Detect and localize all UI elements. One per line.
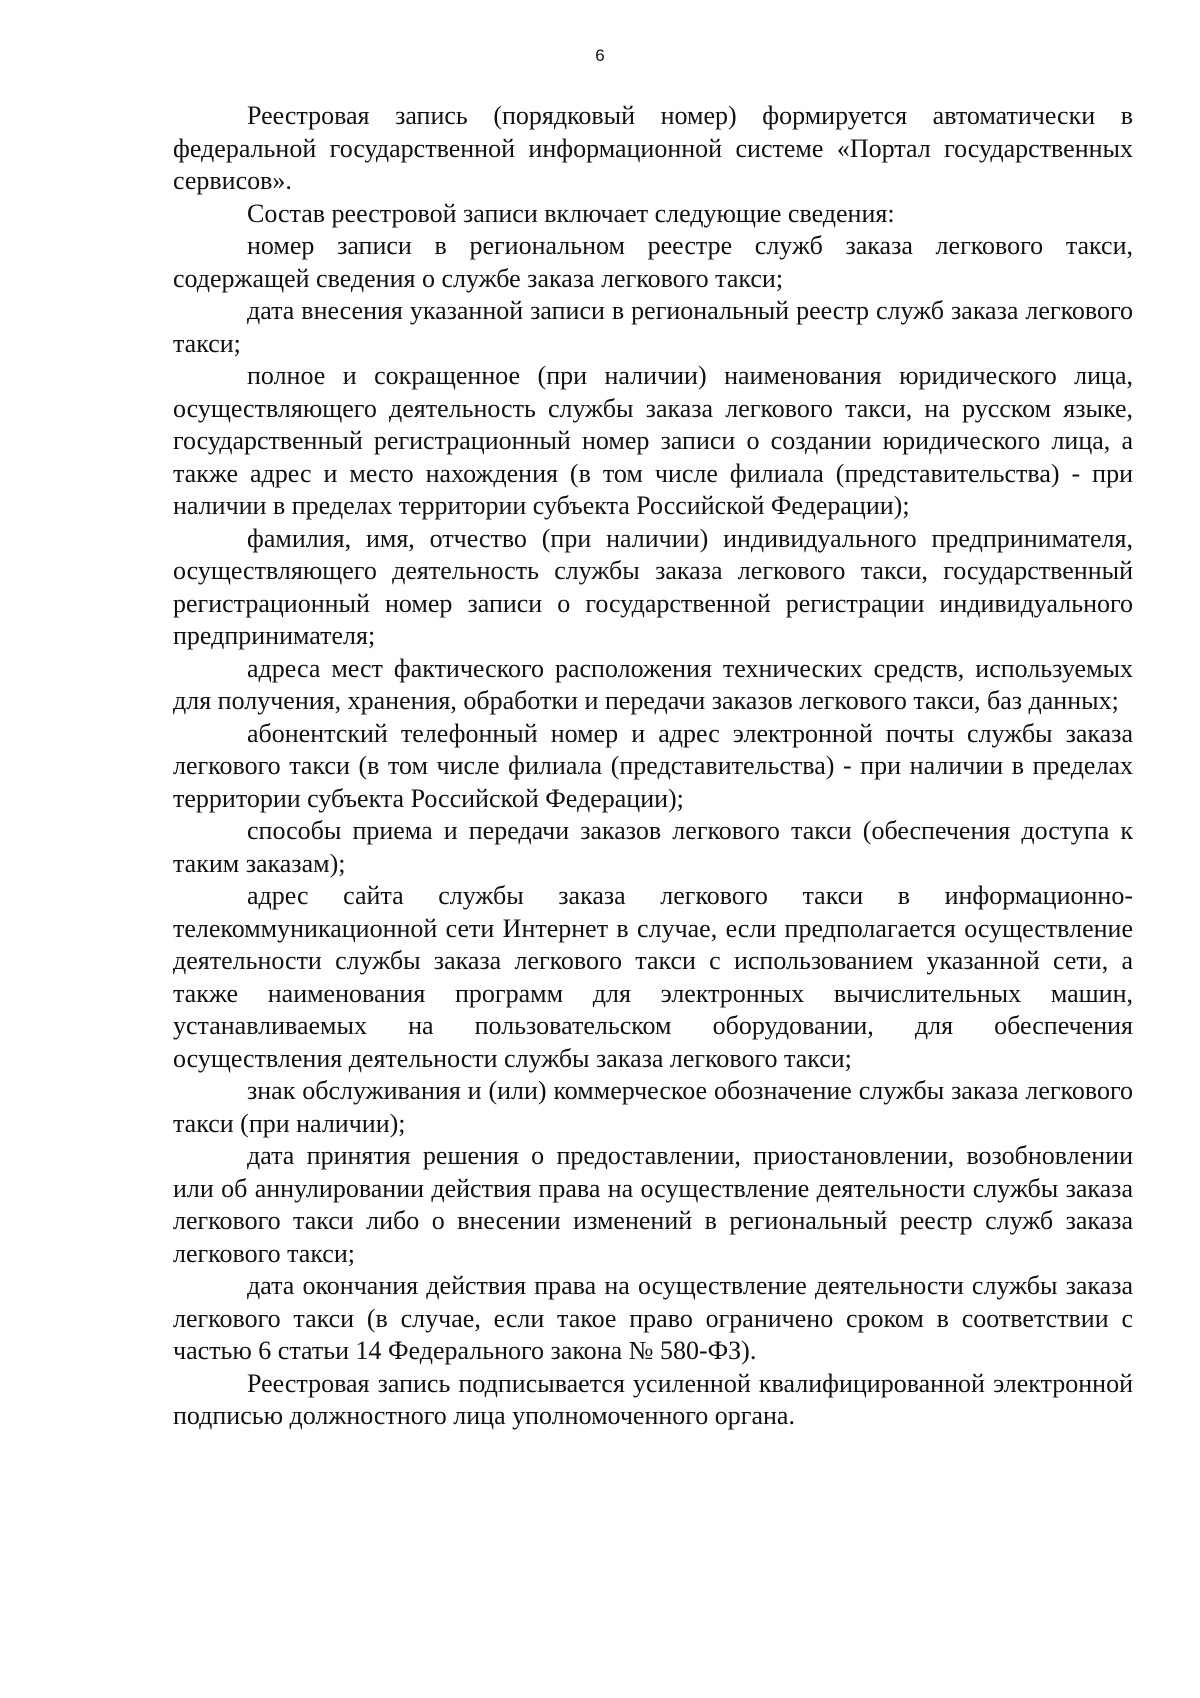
paragraph-legal-entity-name: полное и сокращенное (при наличии) наименования юридического лица, осуществляющего деятельность службы заказа легкового такси, на русском языке, государственный регистрационный номер записи о создании юридического лица, а также адрес и место нахождения (в том числе филиала (представительства) - при наличии в пределах территории субъекта Российской Федерации);	[173, 361, 1133, 520]
paragraph-record-composition: Состав реестровой записи включает следующие сведения:	[247, 198, 895, 228]
paragraph-record-date: дата внесения указанной записи в региональный реестр служб заказа легкового такси;	[173, 296, 1133, 358]
paragraph-right-expiry-date: дата окончания действия права на осуществление деятельности службы заказа легкового такси (в случае, если такое право ограничено сроком в соответствии с частью 6 статьи 14 Федерального закона № 580-ФЗ).	[173, 1271, 1133, 1365]
document-body	[173, 100, 1133, 1433]
paragraph-record-number: номер записи в региональном реестре служб заказа легкового такси, содержащей сведения о службе заказа легкового такси;	[173, 231, 1133, 293]
page-number: 6	[595, 46, 605, 65]
paragraph-website-address: адрес сайта службы заказа легкового такси в информационно-телекоммуникационной сети Интернет в случае, если предполагается осуществление деятельности службы заказа легкового такси с использованием указанной сети, а также наименования программ для электронных вычислительных машин, устанавливаемых на пользовательском оборудовании, для обеспечения осуществления деятельности службы заказа легкового такси;	[173, 881, 1133, 1073]
paragraph-record-signature: Реестровая запись подписывается усиленной квалифицированной электронной подписью должностного лица уполномоченного органа.	[173, 1368, 1133, 1430]
paragraph-service-mark: знак обслуживания и (или) коммерческое обозначение службы заказа легкового такси (при наличии);	[173, 1076, 1133, 1138]
paragraph-decision-date: дата принятия решения о предоставлении, приостановлении, возобновлении или об аннулировании действия права на осуществление деятельности службы заказа легкового такси либо о внесении изменений в региональный реестр служб заказа легкового такси;	[173, 1141, 1133, 1268]
paragraph-order-methods: способы приема и передачи заказов легкового такси (обеспечения доступа к таким заказам);	[173, 816, 1133, 878]
paragraph-entrepreneur-name: фамилия, имя, отчество (при наличии) индивидуального предпринимателя, осуществляющего деятельность службы заказа легкового такси, государственный регистрационный номер записи о государственной регистрации индивидуального предпринимателя;	[173, 523, 1133, 650]
paragraph-registry-record-formation: Реестровая запись (порядковый номер) формируется автоматически в федеральной государственной информационной системе «Портал государственных сервисов».	[173, 101, 1133, 195]
paragraph-phone-and-email: абонентский телефонный номер и адрес электронной почты службы заказа легкового такси (в том числе филиала (представительства) - при наличии в пределах территории субъекта Российской Федерации);	[173, 718, 1133, 813]
paragraph-technical-means-addresses: адреса мест фактического расположения технических средств, используемых для получения, хранения, обработки и передачи заказов легкового такси, баз данных;	[173, 653, 1133, 715]
